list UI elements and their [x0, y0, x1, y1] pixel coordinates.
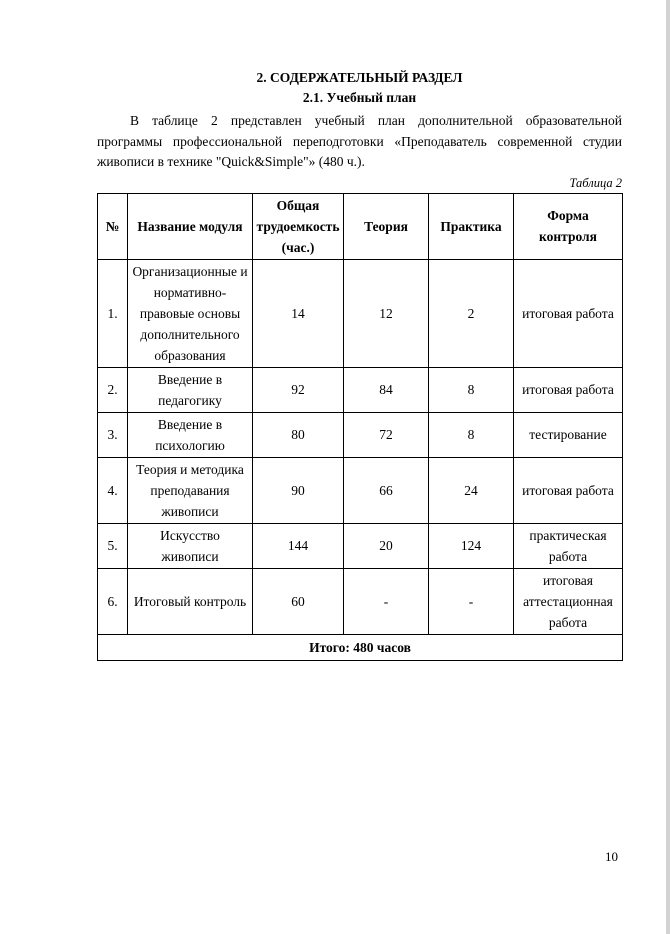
cell-module: Введение в психологию — [128, 412, 253, 457]
cell-total: 92 — [253, 367, 344, 412]
cell-num: 1. — [98, 259, 128, 367]
cell-module: Введение в педагогику — [128, 367, 253, 412]
header-practice: Практика — [429, 193, 514, 259]
cell-control: итоговая аттестационная работа — [514, 568, 623, 634]
table-caption: Таблица 2 — [569, 175, 622, 190]
cell-module: Итоговый контроль — [128, 568, 253, 634]
total-hours-cell: Итого: 480 часов — [98, 634, 623, 660]
table-row — [98, 367, 623, 412]
cell-theory: 12 — [344, 259, 429, 367]
cell-practice: - — [429, 568, 514, 634]
table-row — [98, 457, 623, 523]
cell-num: 5. — [98, 523, 128, 568]
subsection-heading: 2.1. Учебный план — [302, 90, 417, 105]
header-total-hours: Общая трудоемкость (час.) — [253, 193, 344, 259]
cell-num: 3. — [98, 412, 128, 457]
cell-control: итоговая работа — [514, 367, 623, 412]
cell-control: практическая работа — [514, 523, 623, 568]
cell-practice: 8 — [429, 367, 514, 412]
table-total-row — [98, 634, 623, 660]
table-header-row — [98, 193, 623, 259]
table-row — [98, 568, 623, 634]
cell-module: Искусство живописи — [128, 523, 253, 568]
cell-total: 14 — [253, 259, 344, 367]
cell-module: Организационные и нормативно-правовые основы дополнительного образования — [128, 259, 253, 367]
cell-control: итоговая работа — [514, 259, 623, 367]
cell-module: Теория и методика преподавания живописи — [128, 457, 253, 523]
cell-total: 60 — [253, 568, 344, 634]
curriculum-table — [97, 193, 623, 661]
cell-practice: 124 — [429, 523, 514, 568]
cell-control: итоговая работа — [514, 457, 623, 523]
page-number: 10 — [605, 849, 618, 864]
cell-total: 90 — [253, 457, 344, 523]
header-control-form: Форма контроля — [514, 193, 623, 259]
table-row — [98, 412, 623, 457]
cell-num: 2. — [98, 367, 128, 412]
table-row — [98, 259, 623, 367]
header-module: Название модуля — [128, 193, 253, 259]
cell-num: 6. — [98, 568, 128, 634]
cell-total: 80 — [253, 412, 344, 457]
header-theory: Теория — [344, 193, 429, 259]
cell-control: тестирование — [514, 412, 623, 457]
cell-theory: 66 — [344, 457, 429, 523]
intro-paragraph: В таблице 2 представлен учебный план дополнительной образовательной программы профессиональной переподготовки «Преподаватель современной студии живописи в технике "Quick&Simple"» (480 ч.). — [97, 113, 622, 169]
cell-theory: 20 — [344, 523, 429, 568]
cell-theory: - — [344, 568, 429, 634]
cell-practice: 2 — [429, 259, 514, 367]
header-num: № — [98, 193, 128, 259]
section-heading: 2. СОДЕРЖАТЕЛЬНЫЙ РАЗДЕЛ — [256, 70, 463, 85]
table-row — [98, 523, 623, 568]
cell-total: 144 — [253, 523, 344, 568]
cell-theory: 84 — [344, 367, 429, 412]
cell-num: 4. — [98, 457, 128, 523]
cell-practice: 8 — [429, 412, 514, 457]
cell-theory: 72 — [344, 412, 429, 457]
cell-practice: 24 — [429, 457, 514, 523]
